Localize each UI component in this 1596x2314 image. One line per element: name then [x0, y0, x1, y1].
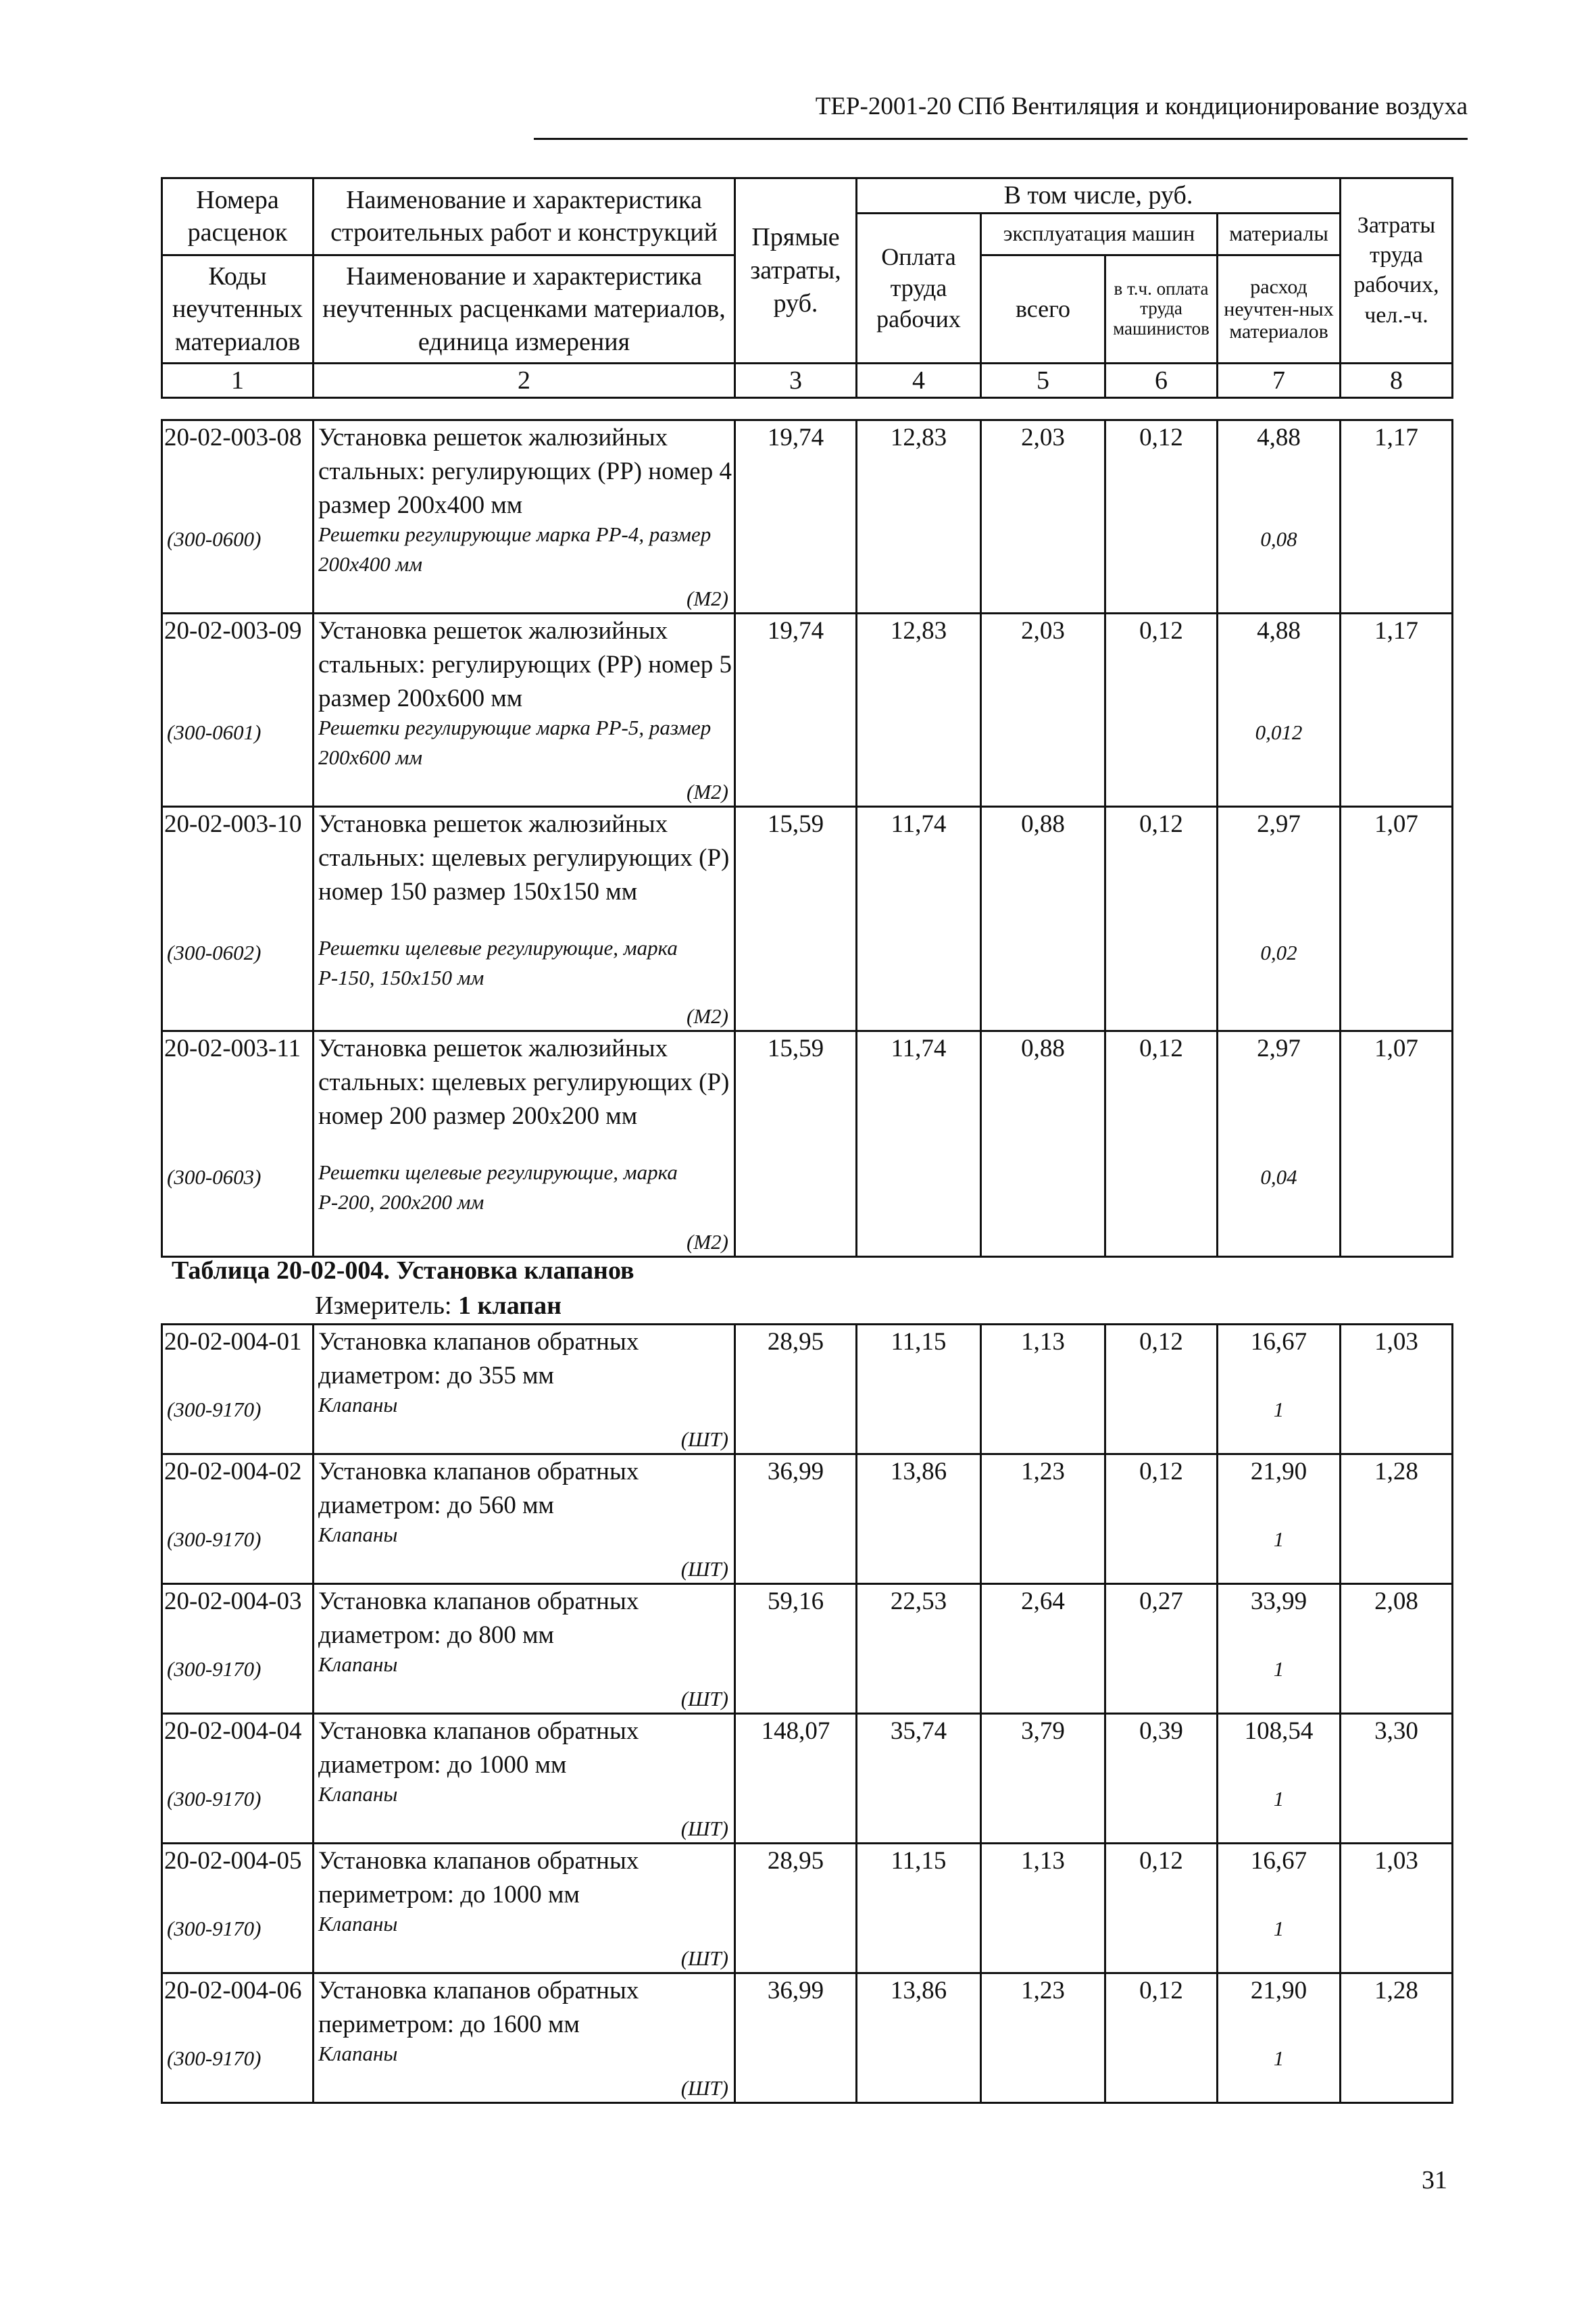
table-meter — [315, 1291, 562, 1321]
materials-cost: 16,67 — [1250, 1328, 1307, 1356]
material-name: Решетки регулирующие марка РР-5, размер 200х600 мм — [318, 716, 712, 769]
labor-hours: 1,28 — [1341, 1454, 1453, 1584]
materials-cost: 16,67 — [1250, 1847, 1307, 1875]
rate-name: Установка клапанов обратных диаметром: до 800 мм — [318, 1587, 639, 1649]
col-number: 6 — [1105, 363, 1218, 398]
material-code: (300-0601) — [167, 720, 261, 744]
col2-bottom-header: Наименование и характеристика неучтенных расценками материалов, единица измерения — [314, 255, 735, 363]
rate-name-cell — [314, 1454, 735, 1584]
rate-code: 20-02-004-04 — [164, 1717, 302, 1745]
col8-header: Затраты труда рабочих, чел.-ч. — [1341, 178, 1453, 364]
material-quantity: 0,04 — [1260, 1165, 1297, 1189]
rate-name: Установка клапанов обратных диаметром: до 560 мм — [318, 1458, 639, 1519]
direct-cost: 36,99 — [735, 1973, 857, 2103]
machinist-pay: 0,12 — [1105, 1031, 1218, 1257]
rate-code-cell — [162, 807, 314, 1031]
material-unit: (ШТ) — [680, 1687, 728, 1710]
materials-cost-cell — [1218, 1584, 1341, 1714]
material-code: (300-9170) — [167, 1917, 261, 1940]
rate-name: Установка решеток жалюзийных стальных: щелевых регулирующих (Р) номер 150 размер 150х150 мм — [318, 810, 730, 906]
rate-name-cell — [314, 614, 735, 807]
col1-top-header: Номера расценок — [162, 178, 314, 255]
material-name: Клапаны — [318, 1912, 398, 1936]
materials-cost: 108,54 — [1244, 1717, 1314, 1745]
col-number: 5 — [981, 363, 1105, 398]
materials-cost-cell — [1218, 1844, 1341, 1973]
direct-cost: 59,16 — [735, 1584, 857, 1714]
rate-name: Установка решеток жалюзийных стальных: регулирующих (РР) номер 4 размер 200х400 мм — [318, 424, 732, 519]
rate-name: Установка решеток жалюзийных стальных: щелевых регулирующих (Р) номер 200 размер 200х200 мм — [318, 1035, 730, 1130]
table-title: Таблица 20-02-004. Установка клапанов — [172, 1256, 634, 1285]
materials-cost-cell — [1218, 1714, 1341, 1844]
rate-code-cell — [162, 1031, 314, 1257]
rate-code: 20-02-004-01 — [164, 1328, 302, 1356]
direct-cost: 148,07 — [735, 1714, 857, 1844]
meter-value: 1 клапан — [458, 1291, 562, 1320]
rate-row — [162, 1973, 1453, 2103]
rate-name: Установка клапанов обратных диаметром: до 1000 мм — [318, 1717, 639, 1779]
machinist-pay: 0,12 — [1105, 1454, 1218, 1584]
rate-name: Установка решеток жалюзийных стальных: регулирующих (РР) номер 5 размер 200х600 мм — [318, 617, 732, 712]
labor-pay: 12,83 — [857, 420, 981, 614]
machines-total: 2,64 — [981, 1584, 1105, 1714]
rate-code: 20-02-004-03 — [164, 1587, 302, 1615]
material-name: Клапаны — [318, 2042, 398, 2065]
rate-code: 20-02-004-06 — [164, 1977, 302, 2004]
direct-cost: 36,99 — [735, 1454, 857, 1584]
material-quantity: 1 — [1273, 1657, 1285, 1681]
machines-header: эксплуатация машин — [981, 213, 1218, 255]
materials-cost: 2,97 — [1257, 810, 1301, 838]
page-number: 31 — [1422, 2166, 1447, 2194]
material-code: (300-9170) — [167, 2046, 261, 2070]
material-name: Решетки щелевые регулирующие, марка Р-150, 150х150 мм — [318, 936, 678, 989]
materials-cost-cell — [1218, 420, 1341, 614]
rate-name-cell — [314, 1844, 735, 1973]
machines-total: 1,13 — [981, 1844, 1105, 1973]
material-name: Клапаны — [318, 1523, 398, 1546]
material-quantity: 0,012 — [1255, 720, 1303, 744]
material-quantity: 1 — [1273, 1917, 1285, 1940]
column-number-row — [162, 363, 1453, 398]
materials-cost-cell — [1218, 807, 1341, 1031]
labor-hours: 1,17 — [1341, 420, 1453, 614]
rate-row — [162, 1454, 1453, 1584]
col2-top-header: Наименование и характеристика строительных работ и конструкций — [314, 178, 735, 255]
rate-name-cell — [314, 807, 735, 1031]
rate-code: 20-02-003-11 — [164, 1035, 301, 1062]
material-unit: (М2) — [687, 1004, 728, 1028]
rate-code-cell — [162, 614, 314, 807]
material-name: Решетки щелевые регулирующие, марка Р-200, 200х200 мм — [318, 1160, 678, 1214]
material-unit: (М2) — [687, 587, 728, 610]
material-unit: (ШТ) — [680, 2076, 728, 2100]
labor-hours: 3,30 — [1341, 1714, 1453, 1844]
col4-header: Оплата труда рабочих — [857, 213, 981, 363]
rate-code-cell — [162, 1454, 314, 1584]
machinist-pay: 0,12 — [1105, 1325, 1218, 1454]
labor-pay: 13,86 — [857, 1454, 981, 1584]
machines-total: 3,79 — [981, 1714, 1105, 1844]
direct-cost: 15,59 — [735, 807, 857, 1031]
material-unit: (М2) — [687, 1230, 728, 1254]
rate-row — [162, 1584, 1453, 1714]
col-number: 1 — [162, 363, 314, 398]
material-quantity: 1 — [1273, 1527, 1285, 1551]
machinist-pay: 0,12 — [1105, 1973, 1218, 2103]
col5-header: всего — [981, 255, 1105, 363]
materials-cost-cell — [1218, 614, 1341, 807]
materials-cost: 4,88 — [1257, 424, 1301, 451]
labor-pay: 13,86 — [857, 1973, 981, 2103]
rate-code: 20-02-004-02 — [164, 1458, 302, 1485]
rate-name-cell — [314, 1584, 735, 1714]
material-unit: (ШТ) — [680, 1817, 728, 1840]
rate-row — [162, 1325, 1453, 1454]
material-code: (300-0600) — [167, 527, 261, 551]
labor-hours: 1,07 — [1341, 807, 1453, 1031]
col-number: 4 — [857, 363, 981, 398]
column-header-table — [161, 177, 1453, 399]
rate-code: 20-02-003-10 — [164, 810, 302, 838]
col-number: 3 — [735, 363, 857, 398]
labor-pay: 12,83 — [857, 614, 981, 807]
labor-hours: 1,17 — [1341, 614, 1453, 807]
labor-pay: 11,15 — [857, 1844, 981, 1973]
rate-row — [162, 1031, 1453, 1257]
machines-total: 1,23 — [981, 1454, 1105, 1584]
materials-cost: 21,90 — [1250, 1977, 1307, 2004]
material-code: (300-9170) — [167, 1787, 261, 1811]
materials-cost-cell — [1218, 1973, 1341, 2103]
direct-cost: 19,74 — [735, 420, 857, 614]
materials-cost: 4,88 — [1257, 617, 1301, 645]
rate-row — [162, 1844, 1453, 1973]
rate-row — [162, 420, 1453, 614]
header-rule — [534, 138, 1468, 140]
rate-code-cell — [162, 1973, 314, 2103]
material-code: (300-9170) — [167, 1398, 261, 1421]
materials-cost: 21,90 — [1250, 1458, 1307, 1485]
materials-cost: 33,99 — [1250, 1587, 1307, 1615]
machines-total: 0,88 — [981, 807, 1105, 1031]
material-code: (300-0603) — [167, 1165, 261, 1189]
material-quantity: 1 — [1273, 1787, 1285, 1811]
col3-header: Прямые затраты, руб. — [735, 178, 857, 364]
material-unit: (М2) — [687, 780, 728, 804]
page-header: ТЕР-2001-20 СПб Вентиляция и кондиционирование воздуха — [815, 93, 1468, 120]
rate-code: 20-02-003-08 — [164, 424, 302, 451]
material-quantity: 1 — [1273, 2046, 1285, 2070]
labor-pay: 11,15 — [857, 1325, 981, 1454]
labor-pay: 35,74 — [857, 1714, 981, 1844]
rate-row — [162, 614, 1453, 807]
material-quantity: 0,02 — [1260, 941, 1297, 964]
material-name: Клапаны — [318, 1393, 398, 1417]
direct-cost: 19,74 — [735, 614, 857, 807]
col-number: 7 — [1218, 363, 1341, 398]
machinist-pay: 0,27 — [1105, 1584, 1218, 1714]
direct-cost: 28,95 — [735, 1844, 857, 1973]
materials-header: материалы — [1218, 213, 1341, 255]
direct-cost: 28,95 — [735, 1325, 857, 1454]
rate-code-cell — [162, 1584, 314, 1714]
rate-name: Установка клапанов обратных периметром: до 1600 мм — [318, 1977, 639, 2038]
labor-pay: 11,74 — [857, 1031, 981, 1257]
machinist-pay: 0,12 — [1105, 614, 1218, 807]
rate-name-cell — [314, 1973, 735, 2103]
col7-header: расход неучтен-ных материалов — [1218, 255, 1341, 363]
materials-cost: 2,97 — [1257, 1035, 1301, 1062]
labor-hours: 1,03 — [1341, 1844, 1453, 1973]
labor-hours: 1,07 — [1341, 1031, 1453, 1257]
material-code: (300-0602) — [167, 941, 261, 964]
rate-code-cell — [162, 1844, 314, 1973]
col-number: 2 — [314, 363, 735, 398]
group-header: В том числе, руб. — [857, 178, 1341, 214]
material-quantity: 1 — [1273, 1398, 1285, 1421]
rate-code: 20-02-004-05 — [164, 1847, 302, 1875]
rates-table-valves — [161, 1323, 1453, 2104]
material-name: Решетки регулирующие марка РР-4, размер 200х400 мм — [318, 522, 712, 576]
machinist-pay: 0,12 — [1105, 807, 1218, 1031]
labor-hours: 1,28 — [1341, 1973, 1453, 2103]
machinist-pay: 0,12 — [1105, 420, 1218, 614]
rate-code-cell — [162, 420, 314, 614]
rate-row — [162, 1714, 1453, 1844]
machinist-pay: 0,12 — [1105, 1844, 1218, 1973]
material-name: Клапаны — [318, 1782, 398, 1806]
material-unit: (ШТ) — [680, 1946, 728, 1970]
labor-pay: 22,53 — [857, 1584, 981, 1714]
rate-name-cell — [314, 420, 735, 614]
machines-total: 1,23 — [981, 1973, 1105, 2103]
labor-hours: 1,03 — [1341, 1325, 1453, 1454]
material-name: Клапаны — [318, 1652, 398, 1676]
material-unit: (ШТ) — [680, 1557, 728, 1581]
machines-total: 1,13 — [981, 1325, 1105, 1454]
meter-label: Измеритель: — [315, 1291, 452, 1320]
material-code: (300-9170) — [167, 1657, 261, 1681]
labor-pay: 11,74 — [857, 807, 981, 1031]
col-number: 8 — [1341, 363, 1453, 398]
rate-code: 20-02-003-09 — [164, 617, 302, 645]
direct-cost: 15,59 — [735, 1031, 857, 1257]
col6-header: в т.ч. оплата труда машинистов — [1105, 255, 1218, 363]
rate-code-cell — [162, 1714, 314, 1844]
rate-name-cell — [314, 1325, 735, 1454]
rate-name: Установка клапанов обратных периметром: до 1000 мм — [318, 1847, 639, 1909]
rate-name: Установка клапанов обратных диаметром: до 355 мм — [318, 1328, 639, 1389]
machines-total: 2,03 — [981, 614, 1105, 807]
machinist-pay: 0,39 — [1105, 1714, 1218, 1844]
materials-cost-cell — [1218, 1325, 1341, 1454]
labor-hours: 2,08 — [1341, 1584, 1453, 1714]
machines-total: 2,03 — [981, 420, 1105, 614]
materials-cost-cell — [1218, 1454, 1341, 1584]
machines-total: 0,88 — [981, 1031, 1105, 1257]
col1-bottom-header: Коды неучтенных материалов — [162, 255, 314, 363]
rate-row — [162, 807, 1453, 1031]
material-unit: (ШТ) — [680, 1427, 728, 1451]
rate-code-cell — [162, 1325, 314, 1454]
material-quantity: 0,08 — [1260, 527, 1297, 551]
rates-table-grilles — [161, 419, 1453, 1258]
material-code: (300-9170) — [167, 1527, 261, 1551]
rate-name-cell — [314, 1714, 735, 1844]
materials-cost-cell — [1218, 1031, 1341, 1257]
rate-name-cell — [314, 1031, 735, 1257]
